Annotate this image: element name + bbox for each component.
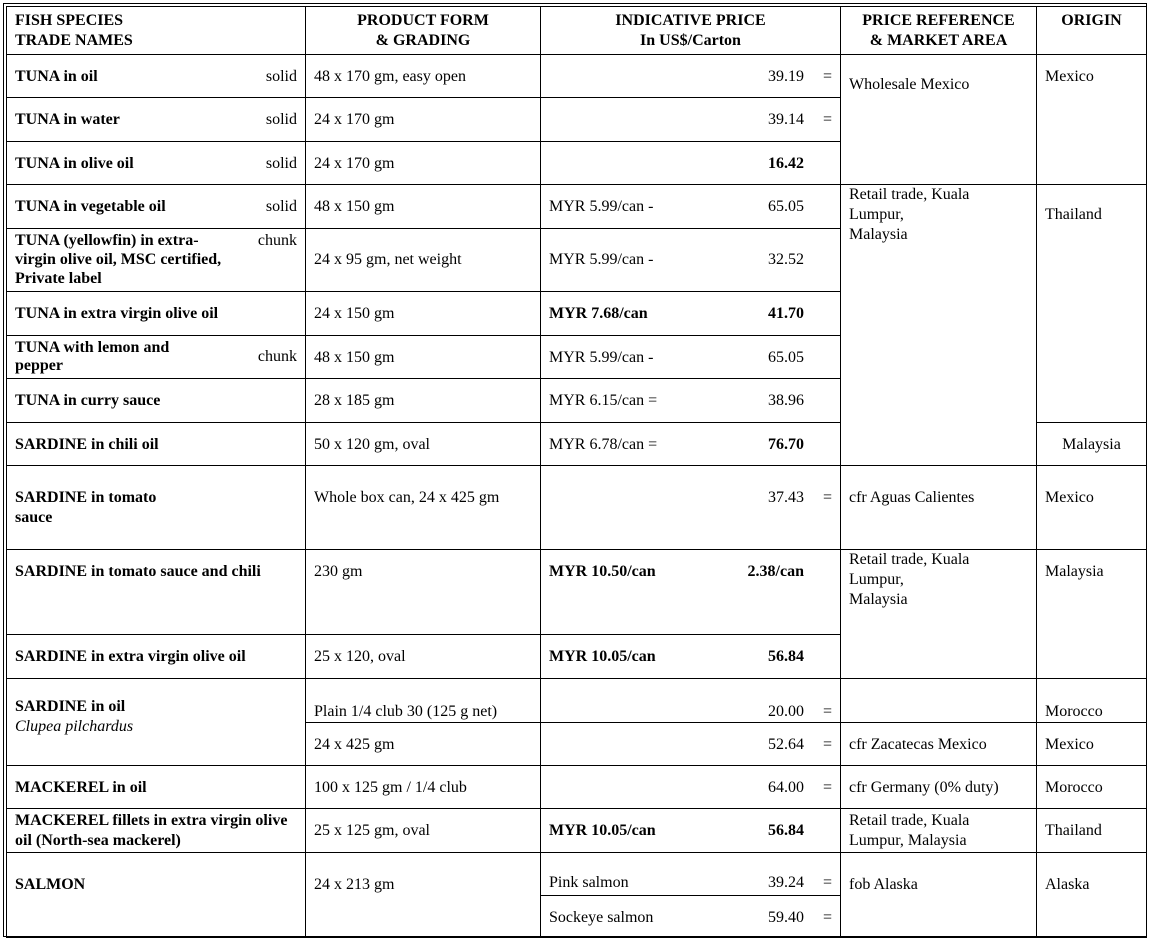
species-form-type: chunk <box>257 348 297 365</box>
form-cell: 230 gm <box>306 550 541 635</box>
form-cell: Whole box can, 24 x 425 gm <box>306 466 541 550</box>
origin-cell: Malaysia <box>1037 550 1147 679</box>
form-cell: 24 x 425 gm <box>306 723 541 766</box>
price-value: 52.64 <box>768 736 804 753</box>
ref-cell: cfr Germany (0% duty) <box>841 766 1037 809</box>
price-eq: = <box>822 489 832 506</box>
species-cell <box>7 550 306 635</box>
table-row <box>7 679 1147 723</box>
header-form <box>306 7 541 55</box>
price-currency: MYR 10.05/can <box>549 648 656 665</box>
origin-cell: Mexico <box>1037 466 1147 550</box>
price-eq: = <box>822 779 832 796</box>
ref-cell <box>841 679 1037 723</box>
price-value: 65.05 <box>768 349 804 366</box>
price-cell <box>541 379 841 423</box>
species-name: TUNA in olive oil <box>15 155 134 172</box>
header-origin <box>1037 7 1147 55</box>
species-cell <box>7 185 306 229</box>
form-cell: 24 x 170 gm <box>306 142 541 185</box>
price-value: 38.96 <box>768 392 804 409</box>
price-currency: MYR 10.50/can <box>549 563 656 580</box>
ref-line: Lumpur, Malaysia <box>849 832 967 849</box>
price-cell <box>541 766 841 809</box>
origin-cell: Malaysia <box>1037 423 1147 466</box>
price-eq: = <box>822 703 832 720</box>
price-cell <box>541 635 841 679</box>
ref-line: Lumpur, <box>849 206 904 223</box>
price-value: 59.40 <box>768 909 804 926</box>
species-cell <box>7 809 306 853</box>
table-row <box>7 185 1147 229</box>
price-eq: = <box>822 111 832 128</box>
species-cell <box>7 142 306 185</box>
form-cell: 25 x 120, oval <box>306 635 541 679</box>
price-eq: = <box>822 68 832 85</box>
price-cell <box>541 292 841 336</box>
origin-cell: Mexico <box>1037 55 1147 185</box>
species-form-type: solid <box>265 198 297 215</box>
species-cell <box>7 466 306 550</box>
price-eq: = <box>822 736 832 753</box>
species-cell <box>7 379 306 423</box>
species-name: SARDINE in oil <box>15 698 126 715</box>
header-ref-line1: PRICE REFERENCE <box>862 12 1015 29</box>
form-cell: 25 x 125 gm, oval <box>306 809 541 853</box>
header-price-line2: In US$/Carton <box>640 32 741 49</box>
price-value: 32.52 <box>768 251 804 268</box>
table-row <box>7 853 1147 896</box>
species-name: SARDINE in chili oil <box>15 436 159 453</box>
table-row <box>7 766 1147 809</box>
form-cell: 24 x 170 gm <box>306 98 541 142</box>
species-name: SARDINE in tomato sauce <box>15 489 157 526</box>
ref-cell: Wholesale Mexico <box>841 55 1037 185</box>
form-cell: 50 x 120 gm, oval <box>306 423 541 466</box>
price-cell <box>541 809 841 853</box>
price-cell <box>541 723 841 766</box>
price-cell <box>541 55 841 98</box>
price-currency: MYR 6.15/can = <box>549 392 658 409</box>
origin-cell: Thailand <box>1037 185 1147 423</box>
species-cell <box>7 766 306 809</box>
species-name: SARDINE in tomato sauce and chili <box>15 563 261 580</box>
price-currency: MYR 7.68/can <box>549 305 648 322</box>
price-value: 64.00 <box>768 779 804 796</box>
header-species <box>7 7 306 55</box>
price-value: 56.84 <box>768 821 804 839</box>
form-cell: 100 x 125 gm / 1/4 club <box>306 766 541 809</box>
table-row <box>7 466 1147 550</box>
ref-cell <box>841 185 1037 466</box>
origin-cell: Morocco <box>1037 766 1147 809</box>
price-currency: MYR 5.99/can - <box>549 198 654 215</box>
ref-cell <box>841 550 1037 679</box>
price-cell <box>541 185 841 229</box>
price-cell <box>541 853 841 896</box>
species-cell <box>7 336 306 379</box>
header-species-line2: TRADE NAMES <box>15 32 133 49</box>
form-cell: 24 x 150 gm <box>306 292 541 336</box>
species-cell <box>7 98 306 142</box>
price-cell <box>541 466 841 550</box>
header-price <box>541 7 841 55</box>
species-cell <box>7 635 306 679</box>
origin-cell: Morocco <box>1037 679 1147 723</box>
species-name: TUNA with lemon and pepper <box>15 339 170 374</box>
species-cell <box>7 55 306 98</box>
species-name: TUNA in vegetable oil <box>15 198 166 215</box>
species-cell <box>7 853 306 938</box>
price-cell <box>541 98 841 142</box>
species-name: TUNA in oil <box>15 68 98 85</box>
species-cell <box>7 679 306 766</box>
price-value: 41.70 <box>768 305 804 322</box>
form-cell: 28 x 185 gm <box>306 379 541 423</box>
table-row <box>7 55 1147 98</box>
price-cell <box>541 142 841 185</box>
species-form-type: chunk <box>257 232 297 249</box>
ref-cell: fob Alaska <box>841 853 1037 938</box>
header-price-line1: INDICATIVE PRICE <box>615 12 766 29</box>
price-currency: MYR 5.99/can - <box>549 349 654 366</box>
price-currency: MYR 10.05/can <box>549 821 656 839</box>
ref-line: Retail trade, Kuala <box>849 186 970 203</box>
form-cell: 48 x 150 gm <box>306 336 541 379</box>
species-name: TUNA (yellowfin) in extra-virgin olive oil, MSC certified, Private label <box>15 232 222 287</box>
species-name: MACKEREL in oil <box>15 779 147 796</box>
price-value: 39.14 <box>768 111 804 128</box>
form-cell: 48 x 150 gm <box>306 185 541 229</box>
price-value: 16.42 <box>768 155 804 172</box>
species-cell <box>7 292 306 336</box>
form-cell: 24 x 213 gm <box>306 853 541 938</box>
price-value: 65.05 <box>768 198 804 215</box>
species-latin-name: Clupea pilchardus <box>15 718 134 735</box>
ref-cell: cfr Aguas Calientes <box>841 466 1037 550</box>
price-value: 2.38/can <box>747 563 804 580</box>
ref-line: Retail trade, Kuala <box>849 812 970 829</box>
origin-cell: Mexico <box>1037 723 1147 766</box>
price-value: 39.24 <box>768 874 804 891</box>
price-value: 39.19 <box>768 68 804 85</box>
form-cell: 24 x 95 gm, net weight <box>306 229 541 292</box>
price-value: 76.70 <box>768 436 804 453</box>
table-row <box>7 809 1147 853</box>
species-form-type: solid <box>265 155 297 172</box>
header-form-line2: & GRADING <box>375 32 471 49</box>
species-name: MACKEREL fillets in extra virgin olive oil (North-sea mackerel) <box>15 812 288 849</box>
price-currency: Pink salmon <box>549 874 629 891</box>
origin-cell: Alaska <box>1037 853 1147 938</box>
ref-line: Retail trade, Kuala <box>849 551 970 568</box>
species-name: SARDINE in extra virgin olive oil <box>15 648 246 665</box>
ref-line: Malaysia <box>849 226 908 243</box>
ref-line: Lumpur, <box>849 571 904 588</box>
ref-cell <box>841 809 1037 853</box>
price-cell <box>541 336 841 379</box>
species-name: TUNA in water <box>15 111 120 128</box>
price-value: 56.84 <box>768 648 804 665</box>
price-cell <box>541 423 841 466</box>
ref-cell: cfr Zacatecas Mexico <box>841 723 1037 766</box>
price-cell <box>541 896 841 938</box>
species-cell <box>7 423 306 466</box>
header-form-line1: PRODUCT FORM <box>357 12 489 29</box>
header-ref-line2: & MARKET AREA <box>869 32 1008 49</box>
price-currency: MYR 5.99/can - <box>549 251 654 268</box>
table-row <box>7 550 1147 635</box>
species-name: SALMON <box>15 876 86 893</box>
species-name: TUNA in extra virgin olive oil <box>15 305 219 322</box>
origin-cell: Thailand <box>1037 809 1147 853</box>
species-cell <box>7 229 306 292</box>
price-cell <box>541 679 841 723</box>
price-currency: Sockeye salmon <box>549 909 654 926</box>
price-cell <box>541 550 841 635</box>
species-name: TUNA in curry sauce <box>15 392 161 409</box>
header-origin-text: ORIGIN <box>1061 12 1122 29</box>
price-eq: = <box>822 874 832 891</box>
header-ref <box>841 7 1037 55</box>
form-cell: 48 x 170 gm, easy open <box>306 55 541 98</box>
price-value: 20.00 <box>768 703 804 720</box>
form-cell: Plain 1/4 club 30 (125 g net) <box>306 679 541 723</box>
species-form-type: solid <box>265 68 297 85</box>
price-eq: = <box>822 909 832 926</box>
header-row <box>7 7 1147 55</box>
ref-line: Malaysia <box>849 591 908 608</box>
species-form-type: solid <box>265 111 297 128</box>
price-currency: MYR 6.78/can = <box>549 436 658 453</box>
header-species-line1: FISH SPECIES <box>15 12 124 29</box>
price-cell <box>541 229 841 292</box>
price-value: 37.43 <box>768 489 804 506</box>
price-table <box>6 6 1147 938</box>
